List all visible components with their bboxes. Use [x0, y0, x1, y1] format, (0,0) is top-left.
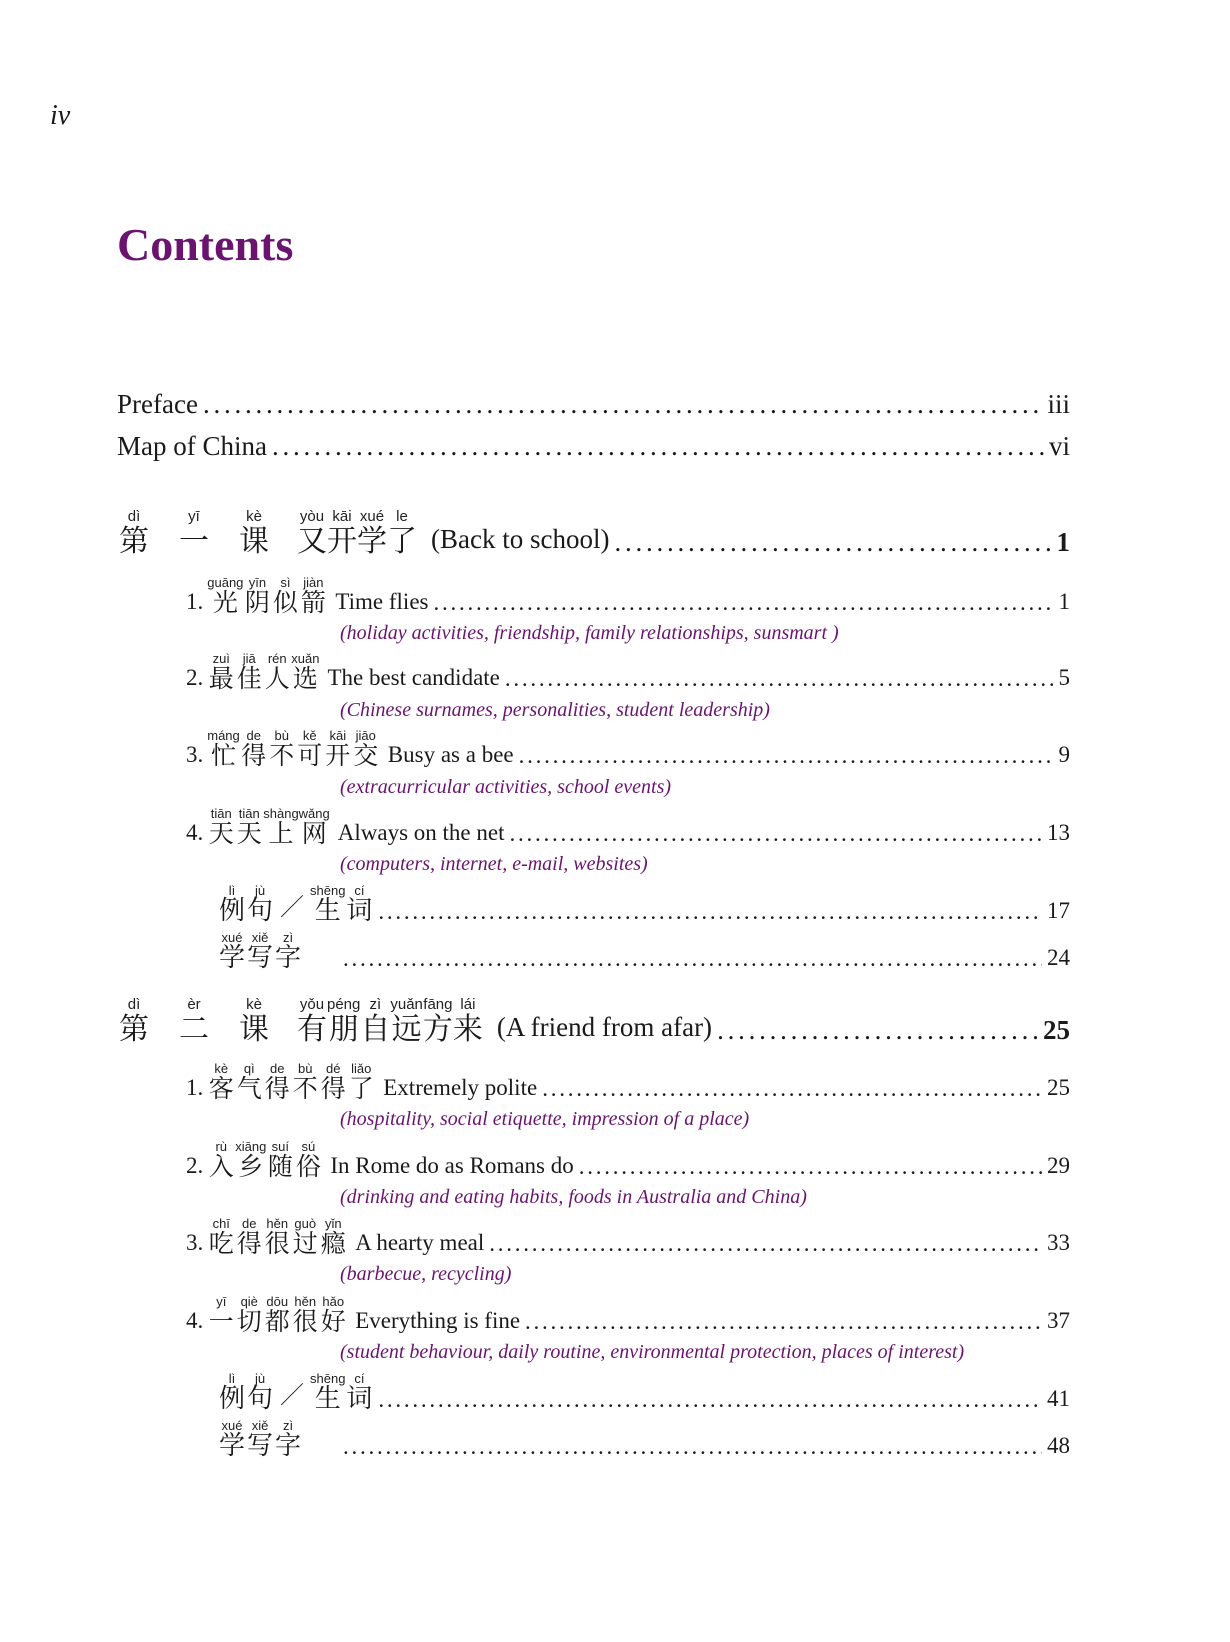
hanzi: 好 — [320, 1307, 346, 1336]
hanzi: 学 — [357, 524, 387, 559]
hanzi: 又 — [297, 524, 327, 559]
hanzi: 得 — [241, 741, 267, 770]
pinyin-char — [299, 575, 327, 616]
hanzi: 吃 — [208, 1229, 234, 1258]
hanzi: 都 — [264, 1307, 290, 1336]
hanzi: 例 — [218, 896, 245, 926]
pinyin-char — [235, 1139, 266, 1180]
pinyin-char — [263, 1216, 291, 1257]
dot-leader — [542, 1077, 1042, 1102]
hanzi: 佳 — [236, 664, 262, 693]
lesson-entry[interactable] — [186, 1216, 1070, 1257]
pinyin-char — [319, 1216, 347, 1257]
hanzi: 有 — [297, 1012, 327, 1047]
pinyin: xiě — [251, 1418, 269, 1433]
dot-leader — [505, 667, 1054, 692]
lesson-topics: (drinking and eating habits, foods in Australia and China) — [340, 1186, 807, 1208]
page-number: 1 — [1056, 526, 1070, 557]
pinyin: hěn — [294, 1294, 317, 1309]
pinyin-char — [235, 1294, 263, 1335]
pinyin: liǎo — [351, 1061, 372, 1076]
lesson-entry[interactable] — [186, 1294, 1070, 1335]
pinyin: xiāng — [235, 1139, 267, 1154]
hanzi: 字 — [274, 1431, 301, 1461]
pinyin: tiān — [238, 806, 260, 821]
pinyin-char — [235, 1216, 263, 1257]
hanzi: 光 — [212, 588, 238, 617]
dot-leader — [717, 1017, 1038, 1046]
hanzi: 得 — [264, 1074, 290, 1103]
pinyin-char — [263, 1061, 291, 1102]
hanzi: 交 — [353, 741, 379, 770]
dot-leader — [272, 433, 1044, 462]
pinyin-char — [345, 883, 373, 925]
page-number: 9 — [1058, 741, 1070, 767]
hanzi: 客 — [208, 1074, 234, 1103]
pinyin-char — [207, 1061, 235, 1102]
pinyin: xué — [221, 930, 243, 945]
pinyin-char — [218, 1418, 246, 1460]
hanzi: 切 — [236, 1307, 262, 1336]
hanzi: 写 — [246, 1431, 273, 1461]
hanzi: 开 — [325, 741, 351, 770]
pinyin: de — [246, 728, 262, 743]
pinyin: kāi — [332, 508, 352, 525]
chapter-title-chinese — [297, 996, 483, 1046]
pinyin-char — [218, 883, 246, 925]
hanzi: 句 — [246, 896, 273, 926]
pinyin: èr — [187, 996, 201, 1013]
pinyin-char — [246, 1418, 274, 1460]
pinyin-char — [177, 996, 211, 1046]
pinyin-char — [207, 806, 235, 847]
pinyin-char — [237, 996, 271, 1046]
page-number: 17 — [1047, 897, 1070, 923]
pinyin: tiān — [210, 806, 232, 821]
hanzi: 瘾 — [320, 1229, 346, 1258]
writing-entry[interactable] — [218, 930, 1070, 972]
lesson-number: 1. — [186, 588, 204, 614]
pinyin: shēng — [310, 1371, 346, 1386]
pinyin: guāng — [207, 575, 244, 590]
pinyin: jù — [254, 883, 266, 898]
lesson-topics: (computers, internet, e-mail, websites) — [340, 853, 648, 875]
pinyin: kè — [246, 508, 262, 525]
pinyin: kè — [246, 996, 262, 1013]
pinyin: dì — [127, 996, 141, 1013]
hanzi: 来 — [452, 1012, 483, 1047]
pinyin-char — [387, 508, 417, 558]
pinyin: xuǎn — [291, 651, 320, 666]
pinyin: yuǎn — [390, 996, 423, 1013]
hanzi: 随 — [267, 1152, 293, 1181]
pinyin-char — [207, 1139, 235, 1180]
page-number: 41 — [1047, 1385, 1070, 1411]
pinyin-char — [357, 508, 387, 558]
hanzi: 天 — [236, 819, 262, 848]
pinyin: rù — [215, 1139, 228, 1154]
pinyin-char — [291, 1294, 319, 1335]
hanzi: 词 — [346, 896, 373, 926]
pinyin: chī — [212, 1216, 230, 1231]
chapter-heading-2[interactable] — [117, 996, 1070, 1046]
pinyin: jiāo — [355, 728, 376, 743]
pinyin: xué — [359, 508, 385, 525]
pinyin: hěn — [266, 1216, 289, 1231]
dot-leader — [579, 1155, 1042, 1180]
hanzi: 一 — [208, 1307, 234, 1336]
pinyin-char — [246, 1371, 274, 1413]
hanzi: 似 — [272, 588, 298, 617]
lesson-topics: (extracurricular activities, school events) — [340, 776, 672, 798]
hanzi: 阴 — [244, 588, 270, 617]
pinyin-char — [237, 508, 271, 558]
hanzi: 俗 — [295, 1152, 321, 1181]
dot-leader — [378, 900, 1042, 925]
pinyin-char — [207, 1294, 235, 1335]
lesson-title-english: In Rome do as Romans do — [330, 1152, 574, 1178]
pinyin: kě — [302, 728, 317, 743]
pinyin-char — [291, 1216, 319, 1257]
pinyin: dì — [127, 508, 141, 525]
pinyin-char — [327, 508, 357, 558]
page-number: 5 — [1058, 664, 1070, 690]
pinyin: lì — [228, 1371, 236, 1386]
hanzi: 得 — [320, 1074, 346, 1103]
page-number: vi — [1048, 431, 1070, 461]
hanzi: 不 — [269, 741, 295, 770]
dot-leader — [378, 1388, 1042, 1413]
hanzi: 上 — [268, 819, 294, 848]
pinyin-char — [291, 651, 319, 692]
lesson-title-english: Always on the net — [337, 819, 505, 845]
pinyin: yǐn — [324, 1216, 342, 1231]
dot-leader — [203, 391, 1043, 420]
pinyin: jù — [254, 1371, 266, 1386]
pinyin: yī — [216, 1294, 227, 1309]
dot-leader — [343, 947, 1042, 972]
pinyin: zì — [282, 1418, 294, 1433]
hanzi: 自 — [360, 1012, 391, 1047]
pinyin-char — [207, 728, 240, 769]
hanzi: 了 — [348, 1074, 374, 1103]
dot-leader — [343, 1435, 1042, 1460]
hanzi: 方 — [422, 1012, 453, 1047]
hanzi: 可 — [297, 741, 323, 770]
lesson-entry[interactable] — [186, 728, 1070, 769]
lesson-number: 3. — [186, 741, 204, 767]
lesson-entry[interactable] — [186, 1061, 1070, 1102]
pinyin-char — [235, 1061, 263, 1102]
pinyin: xué — [221, 1418, 243, 1433]
pinyin: le — [396, 508, 408, 525]
entry-label: Preface — [117, 389, 198, 419]
pinyin-char — [263, 651, 291, 692]
lesson-title-english: Busy as a bee — [387, 741, 514, 767]
page-number: 48 — [1047, 1432, 1070, 1458]
pinyin-char — [291, 1061, 319, 1102]
pinyin: jiàn — [303, 575, 324, 590]
writing-entry[interactable] — [218, 1418, 1070, 1460]
lesson-number: 2. — [186, 1152, 204, 1178]
hanzi: 第 — [119, 524, 149, 559]
page-number: 24 — [1047, 944, 1070, 970]
page-title: Contents — [117, 219, 294, 270]
pinyin: shàng — [263, 806, 299, 821]
pinyin-char — [266, 1139, 294, 1180]
lesson-topics: (hospitality, social etiquette, impression of a place) — [340, 1108, 750, 1130]
hanzi: 最 — [208, 664, 234, 693]
pinyin-char — [423, 996, 453, 1046]
dot-leader — [489, 1232, 1042, 1257]
chapter-title-english: (Back to school) — [431, 524, 610, 555]
hanzi: 生 — [314, 1384, 341, 1414]
entry-label: Map of China — [117, 431, 267, 461]
pinyin: cí — [354, 883, 365, 898]
pinyin-char — [297, 996, 327, 1046]
hanzi: 开 — [327, 524, 357, 559]
pinyin-char — [390, 996, 423, 1046]
pinyin: sú — [301, 1139, 316, 1154]
pinyin: kāi — [329, 728, 347, 743]
vocab-entry[interactable] — [218, 883, 1070, 925]
pinyin-char — [263, 1294, 291, 1335]
pinyin: jiā — [242, 651, 256, 666]
pinyin: dé — [326, 1061, 341, 1076]
pinyin-char — [274, 930, 302, 972]
lesson-title-english: Everything is fine — [355, 1307, 521, 1333]
lesson-title-english: Extremely polite — [383, 1074, 538, 1100]
lesson-number: 4. — [186, 819, 204, 845]
pinyin-char — [246, 883, 274, 925]
pinyin-char — [453, 996, 483, 1046]
hanzi: 选 — [292, 664, 318, 693]
pinyin-char — [352, 728, 380, 769]
lesson-entry[interactable] — [186, 575, 1070, 616]
pinyin: wǎng — [298, 806, 330, 821]
pinyin-char — [310, 883, 345, 925]
page-number: iii — [1047, 389, 1070, 419]
lesson-number: 4. — [186, 1307, 204, 1333]
pinyin: zì — [282, 930, 294, 945]
hanzi: 人 — [264, 664, 290, 693]
pinyin-char — [117, 996, 151, 1046]
lesson-topics: (barbecue, recycling) — [340, 1263, 512, 1285]
pinyin: de — [242, 1216, 257, 1231]
pinyin: qì — [243, 1061, 255, 1076]
pinyin-char — [319, 1294, 347, 1335]
pinyin: xiě — [251, 930, 269, 945]
lesson-number: 3. — [186, 1229, 204, 1255]
chapter-heading-1[interactable] — [117, 508, 1070, 558]
pinyin: guò — [294, 1216, 317, 1231]
page-number: 25 — [1043, 1014, 1070, 1045]
hanzi: 写 — [246, 943, 273, 973]
hanzi: 网 — [301, 819, 327, 848]
pinyin: de — [270, 1061, 285, 1076]
lesson-title-english: Time flies — [335, 588, 429, 614]
vocab-entry[interactable] — [218, 1371, 1070, 1413]
pinyin-char — [296, 728, 324, 769]
dot-leader — [614, 529, 1051, 558]
pinyin-char — [177, 508, 211, 558]
pinyin-char — [360, 996, 390, 1046]
pinyin: dōu — [266, 1294, 289, 1309]
hanzi: 不 — [292, 1074, 318, 1103]
toc-entry-preface[interactable] — [117, 384, 1070, 420]
hanzi: 很 — [264, 1229, 290, 1258]
pinyin-char — [268, 728, 296, 769]
hanzi: 箭 — [300, 588, 326, 617]
hanzi: 乡 — [238, 1152, 264, 1181]
lesson-title-english: The best candidate — [327, 664, 500, 690]
pinyin: bù — [274, 728, 290, 743]
pinyin: zì — [369, 996, 382, 1013]
lesson-entry[interactable] — [186, 1139, 1070, 1180]
pinyin-char — [324, 728, 352, 769]
hanzi: 二 — [179, 1012, 209, 1047]
pinyin-char — [310, 1371, 345, 1413]
pinyin: lì — [228, 883, 236, 898]
pinyin: shēng — [310, 883, 346, 898]
lesson-entry[interactable] — [186, 806, 1070, 847]
pinyin-char — [240, 728, 268, 769]
dot-leader — [525, 1310, 1042, 1335]
pinyin: péng — [327, 996, 361, 1013]
lesson-topics: (student behaviour, daily routine, environmental protection, places of interest) — [340, 1341, 965, 1363]
hanzi: 学 — [218, 1431, 245, 1461]
hanzi: 很 — [292, 1307, 318, 1336]
hanzi: 得 — [236, 1229, 262, 1258]
pinyin-char — [347, 1061, 375, 1102]
hanzi: 朋 — [328, 1012, 359, 1047]
pinyin: zuì — [212, 651, 230, 666]
pinyin: yī — [188, 508, 200, 525]
pinyin: yīn — [248, 575, 267, 590]
page-number: 1 — [1058, 588, 1070, 614]
hanzi: 远 — [391, 1012, 422, 1047]
hanzi: 课 — [239, 1012, 269, 1047]
pinyin-char — [263, 806, 298, 847]
hanzi: 词 — [346, 1384, 373, 1414]
hanzi: 课 — [239, 524, 269, 559]
pinyin-char — [243, 575, 271, 616]
lesson-entry[interactable] — [186, 651, 1070, 692]
hanzi: 学 — [218, 943, 245, 973]
pinyin-char — [297, 508, 327, 558]
hanzi: 了 — [387, 524, 417, 559]
pinyin: fāng — [423, 996, 453, 1013]
pinyin-char — [207, 575, 243, 616]
pinyin: qiè — [240, 1294, 258, 1309]
hanzi: 例 — [218, 1384, 245, 1414]
chapter-title-english: (A friend from afar) — [496, 1012, 713, 1043]
slash-separator: ／ — [280, 893, 304, 922]
hanzi: 气 — [236, 1074, 262, 1103]
toc-entry-map[interactable] — [117, 426, 1070, 462]
pinyin: yǒu — [299, 996, 325, 1013]
hanzi: 第 — [119, 1012, 149, 1047]
pinyin-char — [117, 508, 151, 558]
slash-separator: ／ — [280, 1381, 304, 1410]
pinyin-char — [327, 996, 360, 1046]
pinyin-char — [207, 1216, 235, 1257]
lesson-title-english: A hearty meal — [355, 1229, 485, 1255]
dot-leader — [433, 591, 1053, 616]
pinyin-char — [218, 930, 246, 972]
page-number: 33 — [1047, 1229, 1070, 1255]
hanzi: 入 — [208, 1152, 234, 1181]
hanzi: 句 — [246, 1384, 273, 1414]
lesson-number: 1. — [186, 1074, 204, 1100]
pinyin: kè — [214, 1061, 229, 1076]
pinyin-char — [271, 575, 299, 616]
lesson-number: 2. — [186, 664, 204, 690]
dot-leader — [519, 744, 1054, 769]
pinyin-char — [235, 651, 263, 692]
hanzi: 一 — [179, 524, 209, 559]
pinyin-char — [319, 1061, 347, 1102]
pinyin-char — [274, 1418, 302, 1460]
pinyin-char — [299, 806, 330, 847]
pinyin-char — [235, 806, 263, 847]
lesson-topics: (holiday activities, friendship, family relationships, sunsmart ) — [340, 622, 839, 644]
pinyin-char — [207, 651, 235, 692]
hanzi: 忙 — [211, 741, 237, 770]
pinyin: yòu — [299, 508, 325, 525]
pinyin-char — [218, 1371, 246, 1413]
page-folio: iv — [50, 100, 71, 131]
chapter-title-chinese — [297, 508, 417, 558]
page-number: 29 — [1047, 1152, 1070, 1178]
hanzi: 字 — [274, 943, 301, 973]
pinyin: rén — [267, 651, 287, 666]
dot-leader — [509, 822, 1042, 847]
pinyin-char — [246, 930, 274, 972]
page-number: 25 — [1047, 1074, 1070, 1100]
pinyin: cí — [354, 1371, 365, 1386]
hanzi: 天 — [208, 819, 234, 848]
page-number: 13 — [1047, 819, 1070, 845]
pinyin: hǎo — [322, 1294, 345, 1309]
hanzi: 过 — [292, 1229, 318, 1258]
lesson-topics: (Chinese surnames, personalities, student leadership) — [340, 699, 770, 721]
pinyin: bù — [298, 1061, 313, 1076]
hanzi: 生 — [314, 896, 341, 926]
pinyin: lái — [460, 996, 476, 1013]
pinyin-char — [345, 1371, 373, 1413]
pinyin-char — [294, 1139, 322, 1180]
pinyin: sì — [280, 575, 291, 590]
pinyin: máng — [207, 728, 240, 743]
pinyin: suí — [271, 1139, 289, 1154]
page-number: 37 — [1047, 1307, 1070, 1333]
